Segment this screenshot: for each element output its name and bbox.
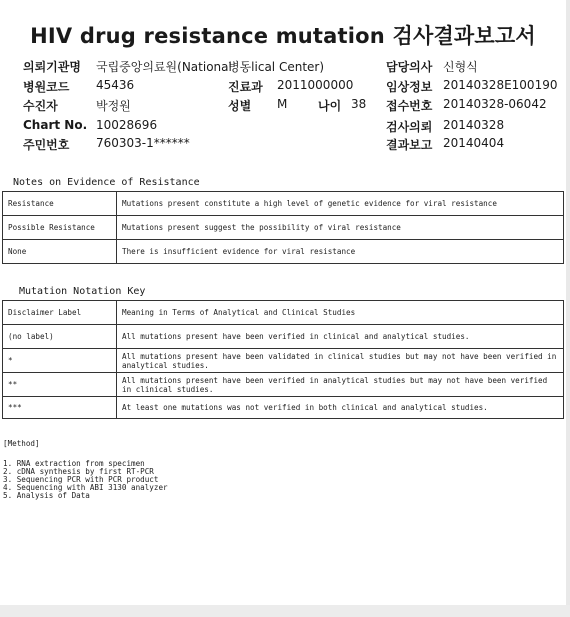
clinical-info-value: 20140328E100190 <box>443 78 558 92</box>
method-step: 1. RNA extraction from specimen <box>3 459 145 468</box>
department-value: 2011000000 <box>277 78 354 92</box>
notation-label: ** <box>3 373 117 397</box>
resident-no-value: 760303-1****** <box>96 136 190 150</box>
evidence-text: Mutations present suggest the possibility of viral resistance <box>117 216 564 240</box>
requester-org-overlap: 병동lical Center) <box>228 60 325 74</box>
method-title: [Method] <box>3 439 40 448</box>
notation-label: *** <box>3 397 117 419</box>
evidence-label: Resistance <box>3 192 117 216</box>
table-row <box>3 373 564 397</box>
evidence-section-title: Notes on Evidence of Resistance <box>13 177 200 188</box>
notation-label: * <box>3 349 117 373</box>
request-date-label: 검사의뢰 <box>386 120 433 134</box>
evidence-table <box>2 191 564 264</box>
notation-label: (no label) <box>3 325 117 349</box>
report-title: HIV drug resistance mutation 검사결과보고서 <box>30 24 536 48</box>
notation-section-title: Mutation Notation Key <box>19 286 146 297</box>
table-row <box>3 397 564 419</box>
table-row <box>3 240 564 264</box>
resident-no-label: 주민번호 <box>23 138 70 152</box>
patient-value: 박정원 <box>96 99 131 113</box>
notation-text: At least one mutations was not verified in both clinical and analytical studies. <box>117 397 564 419</box>
age-value: 38 <box>351 97 367 111</box>
notation-table <box>2 300 564 419</box>
table-row <box>3 349 564 373</box>
scrollbar-track[interactable] <box>566 0 570 617</box>
attending-label: 담당의사 <box>386 60 433 74</box>
notation-header-text: Meaning in Terms of Analytical and Clinical Studies <box>117 301 564 325</box>
request-date-value: 20140328 <box>443 118 505 132</box>
chart-no-label: Chart No. <box>23 118 88 132</box>
evidence-text: There is insufficient evidence for viral resistance <box>117 240 564 264</box>
department-label: 진료과 <box>228 80 263 94</box>
attending-value: 신형식 <box>443 60 478 74</box>
notation-text: All mutations present have been verified in clinical and analytical studies. <box>117 325 564 349</box>
requester-org-label: 의뢰기관명 <box>23 60 81 74</box>
method-step: 4. Sequencing with ABI 3130 analyzer <box>3 483 168 492</box>
table-row <box>3 192 564 216</box>
receipt-no-value: 20140328-06042 <box>443 97 547 111</box>
evidence-text: Mutations present constitute a high level of genetic evidence for viral resistance <box>117 192 564 216</box>
method-step: 2. cDNA synthesis by first RT-PCR <box>3 467 154 476</box>
notation-header-label: Disclaimer Label <box>3 301 117 325</box>
notation-text: All mutations present have been verified in analytical studies but may not have been verified in clinical studies. <box>117 373 564 397</box>
clinical-info-label: 임상정보 <box>386 80 433 94</box>
chart-no-value: 10028696 <box>96 118 158 132</box>
report-date-label: 결과보고 <box>386 138 433 152</box>
bottom-margin <box>0 605 570 617</box>
requester-org-value: 국립중앙의료원(National <box>96 60 232 74</box>
age-label: 나이 <box>318 99 342 113</box>
method-step: 5. Analysis of Data <box>3 491 90 500</box>
table-row <box>3 325 564 349</box>
sex-label: 성별 <box>228 99 252 113</box>
table-row <box>3 301 564 325</box>
hospital-code-label: 병원코드 <box>23 80 70 94</box>
evidence-label: Possible Resistance <box>3 216 117 240</box>
receipt-no-label: 접수번호 <box>386 99 433 113</box>
report-date-value: 20140404 <box>443 136 505 150</box>
method-step: 3. Sequencing PCR with PCR product <box>3 475 159 484</box>
evidence-label: None <box>3 240 117 264</box>
sex-value: M <box>277 97 288 111</box>
requester-org-field <box>23 58 81 75</box>
patient-label: 수진자 <box>23 99 58 113</box>
table-row <box>3 216 564 240</box>
hospital-code-value: 45436 <box>96 78 135 92</box>
notation-text: All mutations present have been validated in clinical studies but may not have been verified in analytical studies. <box>117 349 564 373</box>
